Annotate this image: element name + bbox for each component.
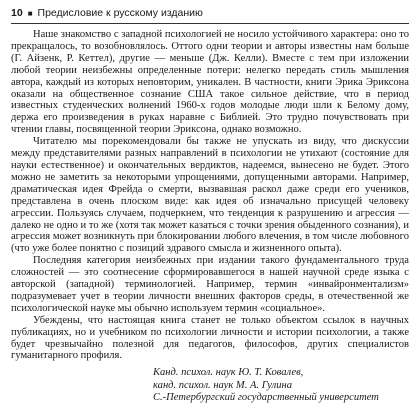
chapter-title: Предисловие к русскому изданию [37,7,203,19]
paragraph-2: Читателю мы порекомендовали бы также не упускать из виду, что дискуссии между представителями разных направлений в психологии не утихают (состояние для науки естественное) и окончательных вердиктов, надеемся, вынесено не будет. Этого можно не заметить за некоторыми упрощениями, допущенными авторами. Например, драматическая идея Фрейда о смерти, вызвавшая раскол даже среди его учеников, представлена в очень плоском виде: как идея об изначально присущей человеку агрессии. Пользуясь случаем, подчеркнем, что тенденция к разрушению и агрессия — далеко не одно и то же (хотя так может казаться с точки зрения обыденного сознания), и агрессия может возникнуть при блокировании любого влечения, в том числе любовного (что уже более понятно с позиций здравого смысла и жизненного опыта). [11,136,409,255]
body-text [11,29,409,362]
header-divider [11,23,409,24]
signature-author-1: Канд. психол. наук Ю. Т. Ковалев, [153,367,304,379]
signature-block [11,367,409,404]
signature-author-2: канд. психол. наук М. А. Гулина [153,379,293,391]
paragraph-4: Убеждены, что настоящая книга станет не только объектом ссылок в научных публикациях, но и учебником по психологии личности и истории психологии, а также будет чрезвычайно полезной для педагогов, философов, других специалистов гуманитарного профиля. [11,314,409,362]
square-bullet-icon: ■ [27,8,33,18]
page-number: 10 [11,7,23,19]
signature-affiliation: С.-Петербургский государственный университет [153,392,379,404]
running-header [11,5,409,21]
paragraph-1: Наше знакомство с западной психологией не носило устойчивого характера: оно то прекращалось, то возобновлялось. Оттого одни теории и авторы известны нам больше (Г. Айзенк, Р. Кеттел), другие — меньше (Дж. Келли). Вместе с тем при изложении любой теории неизбежны определенные потери: нелегко передать стиль мышления автора, каждый из которых неповторим, уникален. В частности, книги Эрика Эриксона оказали на общественное сознание США такое сильное действие, что в период известных студенческих волнений 1960-х годов молодые люди шли к Белому дому, держа его произведения в руках наравне с Библией. Это трудно почувствовать при чтении главы, посвященной теории Эриксона, однако возможно. [11,29,409,136]
paragraph-3: Последняя категория неизбежных при издании такого фундаментального труда сложностей — это соотнесение сформировавшегося в нашей научной среде языка с авторской (западной) терминологией. Например, термин «инвайронментализм» подразумевает учет в теории личности внешних факторов среды, в отечественной же психологической науке мы обычно используем термин «социальное». [11,255,409,314]
